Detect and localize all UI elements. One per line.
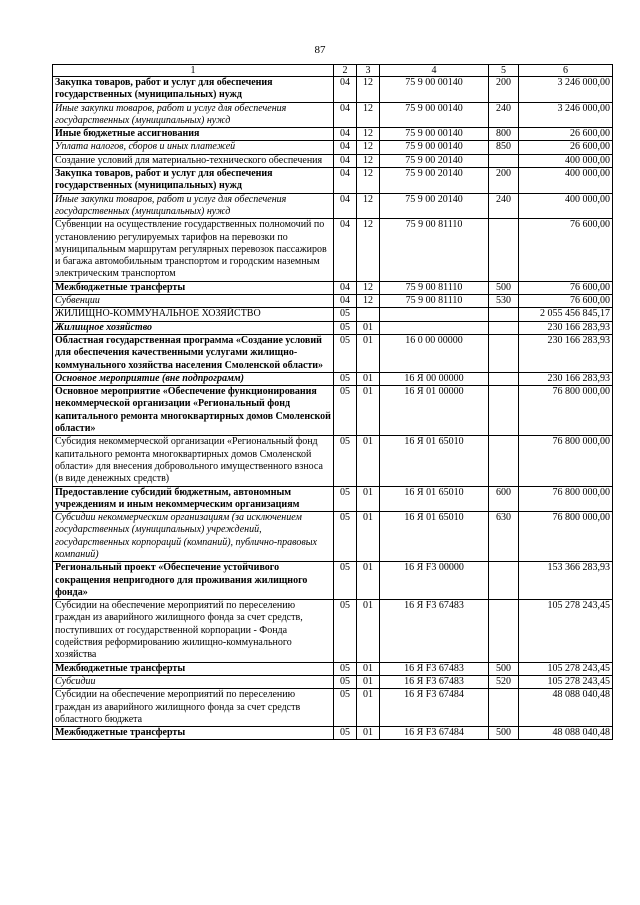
row-amount: 153 366 283,93 — [519, 562, 613, 600]
table-row — [53, 436, 613, 486]
table-row — [53, 662, 613, 675]
table-row — [53, 386, 613, 436]
row-section: 04 — [334, 219, 357, 281]
row-section: 05 — [334, 662, 357, 675]
row-name: Уплата налогов, сборов и иных платежей — [53, 141, 334, 154]
row-target-code: 16 Я F3 00000 — [380, 562, 489, 600]
row-subsection: 12 — [357, 219, 380, 281]
row-target-code: 16 Я F3 67483 — [380, 675, 489, 688]
row-target-code: 75 9 00 20140 — [380, 193, 489, 219]
row-section: 04 — [334, 168, 357, 194]
row-expense-type — [489, 308, 519, 321]
row-name: Межбюджетные трансферты — [53, 281, 334, 294]
row-expense-type: 240 — [489, 193, 519, 219]
row-expense-type: 600 — [489, 486, 519, 512]
row-amount: 26 600,00 — [519, 128, 613, 141]
row-section: 05 — [334, 386, 357, 436]
row-target-code: 16 Я 01 00000 — [380, 386, 489, 436]
row-target-code: 75 9 00 00140 — [380, 141, 489, 154]
row-target-code: 16 Я 01 65010 — [380, 486, 489, 512]
row-section: 04 — [334, 102, 357, 128]
row-name: Субсидии — [53, 675, 334, 688]
table-row — [53, 372, 613, 385]
row-expense-type: 200 — [489, 77, 519, 103]
table-row — [53, 334, 613, 372]
row-section: 04 — [334, 281, 357, 294]
row-name: Областная государственная программа «Создание условий для обеспечения качественными услугами жилищно-коммунального хозяйства населения Смоленской области» — [53, 334, 334, 372]
table-row — [53, 727, 613, 740]
row-name: Субвенции — [53, 295, 334, 308]
row-amount: 3 246 000,00 — [519, 77, 613, 103]
row-name: Предоставление субсидий бюджетным, автономным учреждениям и иным некоммерческим организациям — [53, 486, 334, 512]
row-subsection: 12 — [357, 77, 380, 103]
table-row — [53, 281, 613, 294]
row-expense-type — [489, 689, 519, 727]
row-expense-type — [489, 600, 519, 662]
row-amount: 230 166 283,93 — [519, 321, 613, 334]
row-target-code — [380, 308, 489, 321]
row-target-code: 75 9 00 81110 — [380, 281, 489, 294]
row-name: Региональный проект «Обеспечение устойчивого сокращения непригодного для проживания жилищного фонда» — [53, 562, 334, 600]
row-section: 05 — [334, 321, 357, 334]
row-name: Субвенции на осуществление государственных полномочий по установлению регулируемых тарифов на перевозки по муниципальным маршрутам регулярных перевозок пассажиров и багажа автомобильным транспортом и городским наземным электрическим транспортом — [53, 219, 334, 281]
row-name: Основное мероприятие (вне подпрограмм) — [53, 372, 334, 385]
row-subsection: 01 — [357, 512, 380, 562]
row-subsection: 01 — [357, 600, 380, 662]
row-subsection: 01 — [357, 386, 380, 436]
row-target-code: 75 9 00 81110 — [380, 219, 489, 281]
row-subsection: 12 — [357, 193, 380, 219]
row-expense-type: 240 — [489, 102, 519, 128]
row-subsection: 01 — [357, 562, 380, 600]
row-subsection: 12 — [357, 295, 380, 308]
row-name: Иные закупки товаров, работ и услуг для обеспечения государственных (муниципальных) нужд — [53, 102, 334, 128]
row-section: 04 — [334, 77, 357, 103]
row-target-code: 75 9 00 00140 — [380, 128, 489, 141]
row-target-code: 75 9 00 00140 — [380, 77, 489, 103]
row-expense-type: 500 — [489, 662, 519, 675]
row-name: Иные бюджетные ассигнования — [53, 128, 334, 141]
row-amount: 230 166 283,93 — [519, 334, 613, 372]
row-section: 05 — [334, 334, 357, 372]
row-expense-type: 520 — [489, 675, 519, 688]
row-expense-type: 630 — [489, 512, 519, 562]
row-section: 05 — [334, 372, 357, 385]
header-col-5: 5 — [489, 65, 519, 77]
row-amount: 2 055 456 845,17 — [519, 308, 613, 321]
row-subsection: 12 — [357, 141, 380, 154]
row-section: 05 — [334, 675, 357, 688]
row-section: 05 — [334, 486, 357, 512]
row-target-code: 75 9 00 20140 — [380, 154, 489, 167]
row-subsection: 12 — [357, 168, 380, 194]
row-amount: 76 800 000,00 — [519, 486, 613, 512]
row-subsection: 01 — [357, 372, 380, 385]
row-name: Закупка товаров, работ и услуг для обеспечения государственных (муниципальных) нужд — [53, 77, 334, 103]
table-row — [53, 128, 613, 141]
row-subsection: 12 — [357, 154, 380, 167]
header-col-2: 2 — [334, 65, 357, 77]
table-row — [53, 689, 613, 727]
row-subsection — [357, 308, 380, 321]
row-section: 04 — [334, 154, 357, 167]
table-row — [53, 77, 613, 103]
row-name: Межбюджетные трансферты — [53, 662, 334, 675]
row-amount: 76 600,00 — [519, 295, 613, 308]
row-name: Субсидии на обеспечение мероприятий по переселению граждан из аварийного жилищного фонда за счет средств, поступивших от государственной корпорации - Фонда содействия реформированию жилищно-коммунального хозяйства — [53, 600, 334, 662]
row-section: 05 — [334, 600, 357, 662]
row-expense-type: 500 — [489, 281, 519, 294]
row-expense-type: 850 — [489, 141, 519, 154]
budget-table — [52, 64, 613, 740]
row-section: 05 — [334, 512, 357, 562]
row-expense-type: 500 — [489, 727, 519, 740]
row-expense-type — [489, 321, 519, 334]
header-col-4: 4 — [380, 65, 489, 77]
row-expense-type — [489, 334, 519, 372]
row-amount: 26 600,00 — [519, 141, 613, 154]
header-col-6: 6 — [519, 65, 613, 77]
row-target-code: 16 Я 00 00000 — [380, 372, 489, 385]
row-amount: 76 800 000,00 — [519, 512, 613, 562]
row-expense-type — [489, 436, 519, 486]
row-name: Субсидии некоммерческим организациям (за исключением государственных (муниципальных) учреждений, государственных корпораций (компаний), публично-правовых компаний) — [53, 512, 334, 562]
table-row — [53, 141, 613, 154]
table-row — [53, 486, 613, 512]
row-expense-type — [489, 219, 519, 281]
row-name: Субсидия некоммерческой организации «Региональный фонд капитального ремонта многоквартирных домов Смоленской области» для внесения добровольного имущественного взноса (в виде денежных средств) — [53, 436, 334, 486]
row-amount: 400 000,00 — [519, 168, 613, 194]
row-target-code: 16 Я F3 67483 — [380, 662, 489, 675]
row-amount: 400 000,00 — [519, 154, 613, 167]
row-target-code: 75 9 00 20140 — [380, 168, 489, 194]
row-expense-type: 530 — [489, 295, 519, 308]
row-amount: 105 278 243,45 — [519, 600, 613, 662]
header-col-3: 3 — [357, 65, 380, 77]
row-expense-type — [489, 562, 519, 600]
row-subsection: 01 — [357, 321, 380, 334]
row-name: Закупка товаров, работ и услуг для обеспечения государственных (муниципальных) нужд — [53, 168, 334, 194]
header-col-1: 1 — [53, 65, 334, 77]
row-amount: 76 600,00 — [519, 281, 613, 294]
table-row — [53, 193, 613, 219]
table-row — [53, 600, 613, 662]
row-expense-type — [489, 154, 519, 167]
row-subsection: 01 — [357, 436, 380, 486]
row-expense-type: 800 — [489, 128, 519, 141]
row-name: Субсидии на обеспечение мероприятий по переселению граждан из аварийного жилищного фонда за счет средств областного бюджета — [53, 689, 334, 727]
row-name: Жилищное хозяйство — [53, 321, 334, 334]
row-target-code: 75 9 00 00140 — [380, 102, 489, 128]
table-row — [53, 675, 613, 688]
table-row — [53, 102, 613, 128]
row-section: 05 — [334, 436, 357, 486]
row-amount: 3 246 000,00 — [519, 102, 613, 128]
row-subsection: 01 — [357, 486, 380, 512]
row-amount: 230 166 283,93 — [519, 372, 613, 385]
row-subsection: 12 — [357, 128, 380, 141]
row-subsection: 01 — [357, 334, 380, 372]
row-expense-type — [489, 372, 519, 385]
row-subsection: 01 — [357, 662, 380, 675]
row-name: Создание условий для материально-технического обеспечения — [53, 154, 334, 167]
page-number: 87 — [314, 44, 326, 56]
row-amount: 76 800 000,00 — [519, 386, 613, 436]
row-target-code: 16 Я F3 67484 — [380, 727, 489, 740]
row-target-code: 75 9 00 81110 — [380, 295, 489, 308]
row-section: 04 — [334, 295, 357, 308]
row-section: 04 — [334, 128, 357, 141]
row-amount: 105 278 243,45 — [519, 662, 613, 675]
row-target-code: 16 Я 01 65010 — [380, 436, 489, 486]
row-target-code: 16 Я 01 65010 — [380, 512, 489, 562]
row-amount: 76 800 000,00 — [519, 436, 613, 486]
table-row — [53, 321, 613, 334]
row-name: ЖИЛИЩНО-КОММУНАЛЬНОЕ ХОЗЯЙСТВО — [53, 308, 334, 321]
table-row — [53, 295, 613, 308]
row-subsection: 01 — [357, 689, 380, 727]
row-name: Межбюджетные трансферты — [53, 727, 334, 740]
row-section: 05 — [334, 727, 357, 740]
table-header-row — [53, 65, 613, 77]
row-expense-type — [489, 386, 519, 436]
row-amount: 105 278 243,45 — [519, 675, 613, 688]
row-amount: 48 088 040,48 — [519, 689, 613, 727]
row-amount: 76 600,00 — [519, 219, 613, 281]
row-subsection: 12 — [357, 281, 380, 294]
row-section: 05 — [334, 689, 357, 727]
table-row — [53, 154, 613, 167]
row-name: Основное мероприятие «Обеспечение функционирования некоммерческой организации «Региональный фонд капитального ремонта многоквартирных домов Смоленской области» — [53, 386, 334, 436]
row-section: 05 — [334, 308, 357, 321]
row-target-code — [380, 321, 489, 334]
table-row — [53, 168, 613, 194]
row-subsection: 12 — [357, 102, 380, 128]
row-subsection: 01 — [357, 727, 380, 740]
row-amount: 400 000,00 — [519, 193, 613, 219]
row-target-code: 16 0 00 00000 — [380, 334, 489, 372]
row-amount: 48 088 040,48 — [519, 727, 613, 740]
row-section: 05 — [334, 562, 357, 600]
table-row — [53, 219, 613, 281]
row-target-code: 16 Я F3 67484 — [380, 689, 489, 727]
table-row — [53, 562, 613, 600]
row-subsection: 01 — [357, 675, 380, 688]
table-row — [53, 512, 613, 562]
row-name: Иные закупки товаров, работ и услуг для обеспечения государственных (муниципальных) нужд — [53, 193, 334, 219]
row-section: 04 — [334, 141, 357, 154]
row-section: 04 — [334, 193, 357, 219]
row-expense-type: 200 — [489, 168, 519, 194]
table-row — [53, 308, 613, 321]
row-target-code: 16 Я F3 67483 — [380, 600, 489, 662]
